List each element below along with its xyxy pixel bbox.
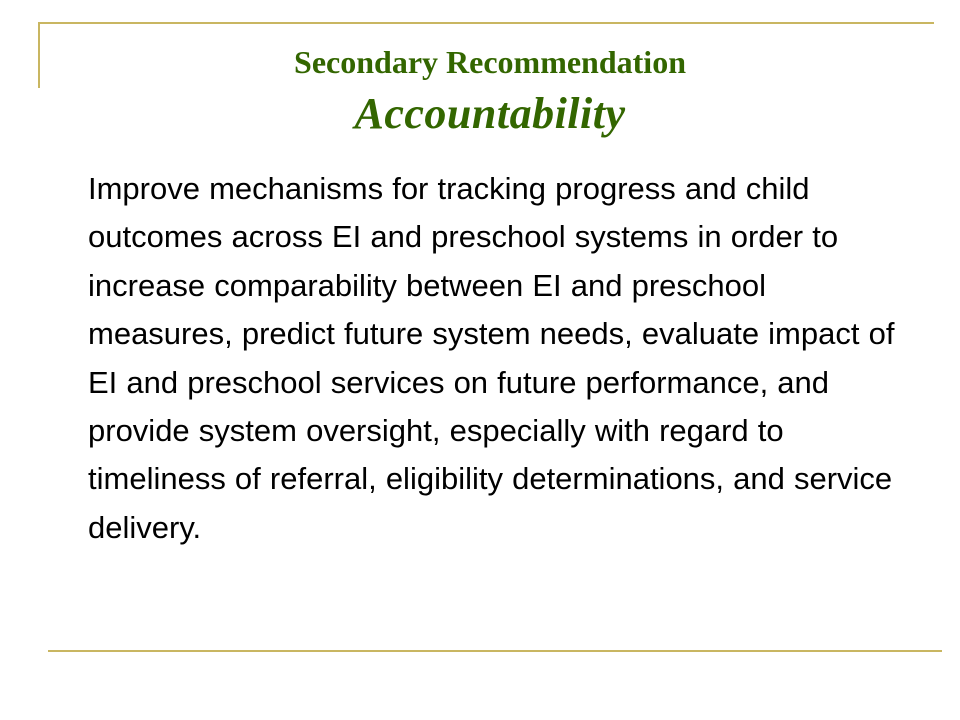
slide-subtitle: Accountability xyxy=(354,89,626,138)
top-divider-line xyxy=(38,22,934,24)
body-paragraph: Improve mechanisms for tracking progress and child outcomes across EI and preschool systems in order to increase comparability between EI and preschool measures, predict future system needs, evaluate impact of EI and preschool services on future performance, and provide system oversight, especially with regard to timeliness of referral, eligibility determinations, and service delivery. xyxy=(88,171,895,545)
slide-title: Secondary Recommendation xyxy=(294,44,686,80)
title-block xyxy=(40,40,940,142)
bottom-divider-line xyxy=(48,650,942,652)
